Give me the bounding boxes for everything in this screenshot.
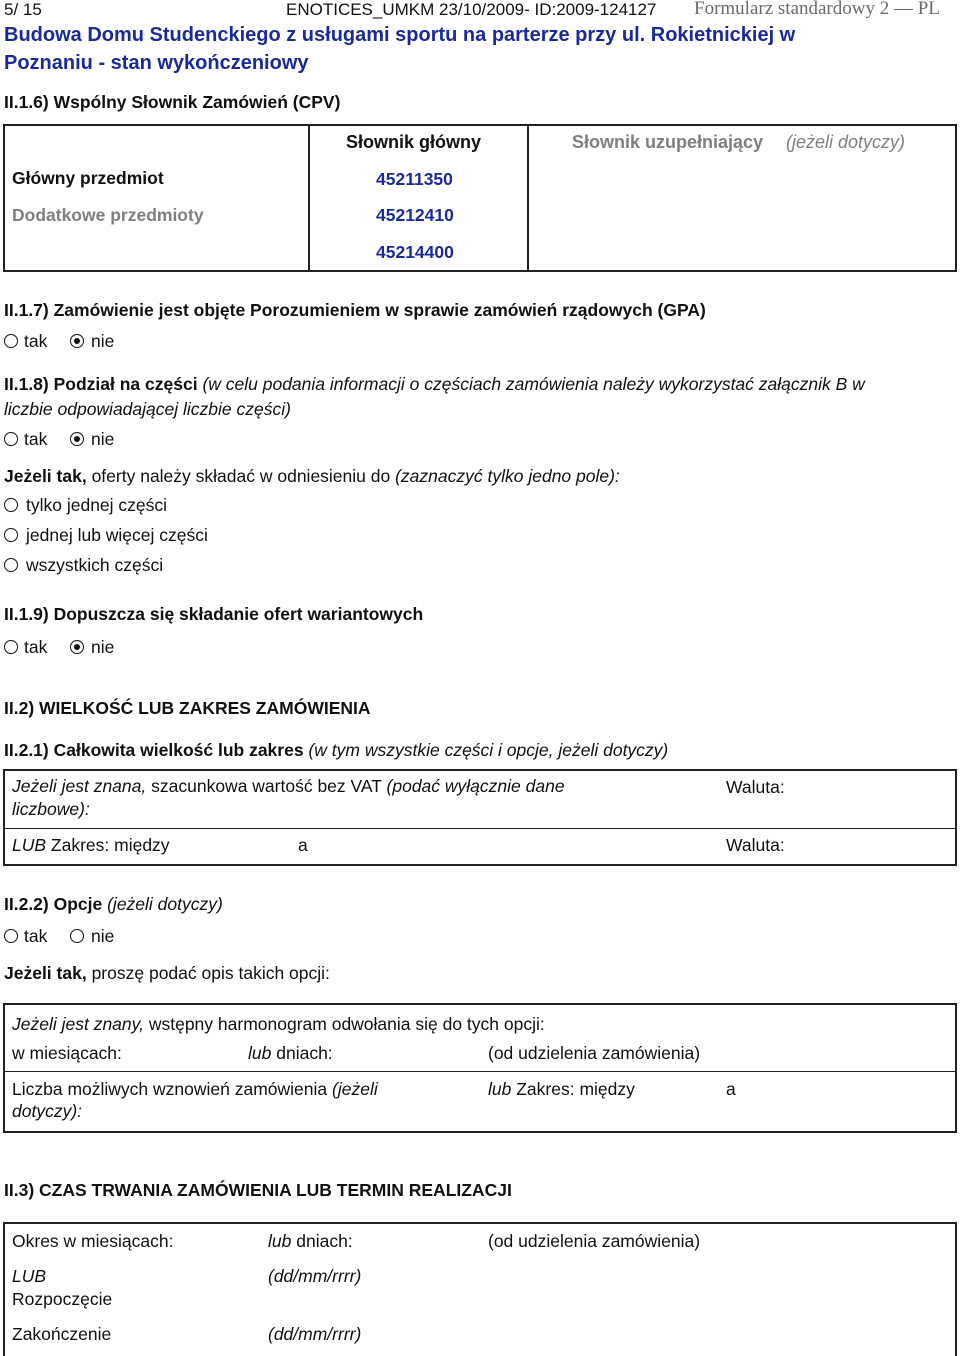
options-days [248, 1043, 333, 1064]
cpv-main-label: Główny przedmiot [12, 168, 164, 188]
gpa-tak-label: tak [24, 331, 48, 351]
duration-or: LUB [12, 1266, 47, 1286]
parts-nie-radio[interactable] [70, 432, 84, 446]
options-nie-label: nie [91, 926, 115, 946]
options-months: w miesiącach: [12, 1043, 122, 1063]
scope-or: LUB [12, 835, 47, 855]
cpv-extra-code: 45212410 [376, 205, 454, 225]
scope-range [12, 835, 170, 856]
options-range-a: a [726, 1079, 736, 1099]
contract-title-line2: Poznaniu - stan wykończeniowy [4, 52, 309, 74]
parts-if-yes [4, 466, 620, 487]
duration-end-format: (dd/mm/rrrr) [268, 1324, 362, 1344]
cpv-divider-2 [527, 124, 529, 272]
duration-or-days: lub [268, 1231, 292, 1251]
parts-option-radio[interactable] [4, 498, 18, 512]
parts-tak-radio[interactable] [4, 432, 18, 446]
gpa-heading: II.1.7) Zamówienie jest objęte Porozumieniem w sprawie zamówień rządowych (GPA) [4, 300, 706, 320]
scope-box-divider [3, 828, 957, 829]
options-range-text: Zakres: między [516, 1079, 635, 1099]
parts-option-radio[interactable] [4, 558, 18, 572]
duration-start: Rozpoczęcie [12, 1289, 113, 1309]
options-heading [4, 894, 223, 915]
options-or-range: lub [488, 1079, 512, 1099]
scope-sub-italic: (w tym wszystkie części i opcje, jeżeli dotyczy) [308, 740, 669, 760]
notice-id: ENOTICES_UMKM 23/10/2009- ID:2009-124127 [286, 0, 657, 19]
duration-end: Zakończenie [12, 1324, 112, 1344]
scope-known-text: szacunkowa wartość bez VAT [151, 776, 382, 796]
parts-heading-italic-1: (w celu podania informacji o częściach zamówienia należy wykorzystać załącznik B w [202, 374, 865, 394]
scope-known-italic: Jeżeli jest znana, [12, 776, 147, 796]
page-number: 5/ 15 [4, 0, 42, 19]
parts-if-yes-text: oferty należy składać w odniesieniu do [91, 466, 391, 486]
cpv-heading: II.1.6) Wspólny Słownik Zamówień (CPV) [4, 92, 341, 112]
options-renewals-line1 [12, 1079, 378, 1100]
options-if-yes-bold: Jeżeli tak, [4, 963, 87, 983]
scope-known-italic2a: (podać wyłącznie dane [386, 776, 565, 796]
options-renewals-text: Liczba możliwych wznowień zamówienia [12, 1079, 328, 1099]
duration-days-label: dniach: [296, 1231, 353, 1251]
options-if-yes-text: proszę podać opis takich opcji: [91, 963, 330, 983]
variants-heading: II.1.9) Dopuszcza się składanie ofert wariantowych [4, 604, 424, 624]
parts-option-label: tylko jednej części [26, 495, 168, 515]
scope-range-text: Zakres: między [50, 835, 170, 855]
duration-days [268, 1231, 353, 1252]
duration-from-award: (od udzielenia zamówienia) [488, 1231, 701, 1251]
options-box-divider [3, 1071, 957, 1072]
parts-if-yes-bold: Jeżeli tak, [4, 466, 87, 486]
cpv-col-supp: Słownik uzupełniający [572, 132, 764, 152]
options-renewals-italic-a: (jeżeli [332, 1079, 378, 1099]
parts-option-label: wszystkich części [26, 555, 164, 575]
variants-nie-radio[interactable] [70, 640, 84, 654]
scope-currency-1: Waluta: [726, 777, 785, 797]
scope-sub-heading [4, 740, 668, 761]
duration-start-format: (dd/mm/rrrr) [268, 1266, 362, 1286]
gpa-nie-label: nie [91, 331, 115, 351]
parts-tak-label: tak [24, 429, 48, 449]
scope-currency-2: Waluta: [726, 835, 785, 855]
options-nie-radio[interactable] [70, 929, 84, 943]
options-schedule [12, 1014, 545, 1035]
options-renewals-italic-b: dotyczy): [12, 1101, 83, 1121]
cpv-extra-label: Dodatkowe przedmioty [12, 205, 204, 225]
duration-months: Okres w miesiącach: [12, 1231, 174, 1251]
options-schedule-italic: Jeżeli jest znany, [12, 1014, 144, 1034]
duration-heading: II.3) CZAS TRWANIA ZAMÓWIENIA LUB TERMIN REALIZACJI [4, 1180, 512, 1200]
options-or-days: lub [248, 1043, 272, 1063]
options-tak-label: tak [24, 926, 48, 946]
scope-sub-bold: II.2.1) Całkowita wielkość lub zakres [4, 740, 304, 760]
parts-heading-line1 [4, 374, 865, 395]
cpv-col-main: Słownik główny [346, 132, 482, 152]
parts-heading-italic-2: liczbie odpowiadającej liczbie części) [4, 399, 291, 419]
options-schedule-text: wstępny harmonogram odwołania się do tych opcji: [148, 1014, 545, 1034]
parts-option-radio[interactable] [4, 528, 18, 542]
cpv-col-supp-note: (jeżeli dotyczy) [786, 132, 906, 152]
gpa-tak-radio[interactable] [4, 334, 18, 348]
options-days-label: dniach: [276, 1043, 333, 1063]
scope-known-line1 [12, 776, 565, 797]
options-tak-radio[interactable] [4, 929, 18, 943]
cpv-extra-code: 45214400 [376, 242, 454, 262]
scope-heading: II.2) WIELKOŚĆ LUB ZAKRES ZAMÓWIENIA [4, 698, 371, 718]
options-heading-italic: (jeżeli dotyczy) [107, 894, 223, 914]
variants-nie-label: nie [91, 637, 115, 657]
options-heading-bold: II.2.2) Opcje [4, 894, 103, 914]
gpa-nie-radio[interactable] [70, 334, 84, 348]
cpv-divider-1 [308, 124, 310, 272]
variants-tak-label: tak [24, 637, 48, 657]
scope-known-italic2b: liczbowe): [12, 799, 90, 819]
scope-range-a: a [298, 835, 308, 855]
options-from-award: (od udzielenia zamówienia) [488, 1043, 701, 1063]
contract-title-line1: Budowa Domu Studenckiego z usługami sportu na parterze przy ul. Rokietnickiej w [4, 24, 796, 46]
parts-if-yes-italic: (zaznaczyć tylko jedno pole): [395, 466, 620, 486]
options-range [488, 1079, 635, 1100]
parts-option-label: jednej lub więcej części [26, 525, 208, 545]
parts-nie-label: nie [91, 429, 115, 449]
cpv-main-code: 45211350 [376, 169, 453, 189]
parts-heading-bold: II.1.8) Podział na części [4, 374, 198, 394]
form-type: Formularz standardowy 2 — PL [694, 0, 940, 19]
options-if-yes [4, 963, 330, 984]
variants-tak-radio[interactable] [4, 640, 18, 654]
